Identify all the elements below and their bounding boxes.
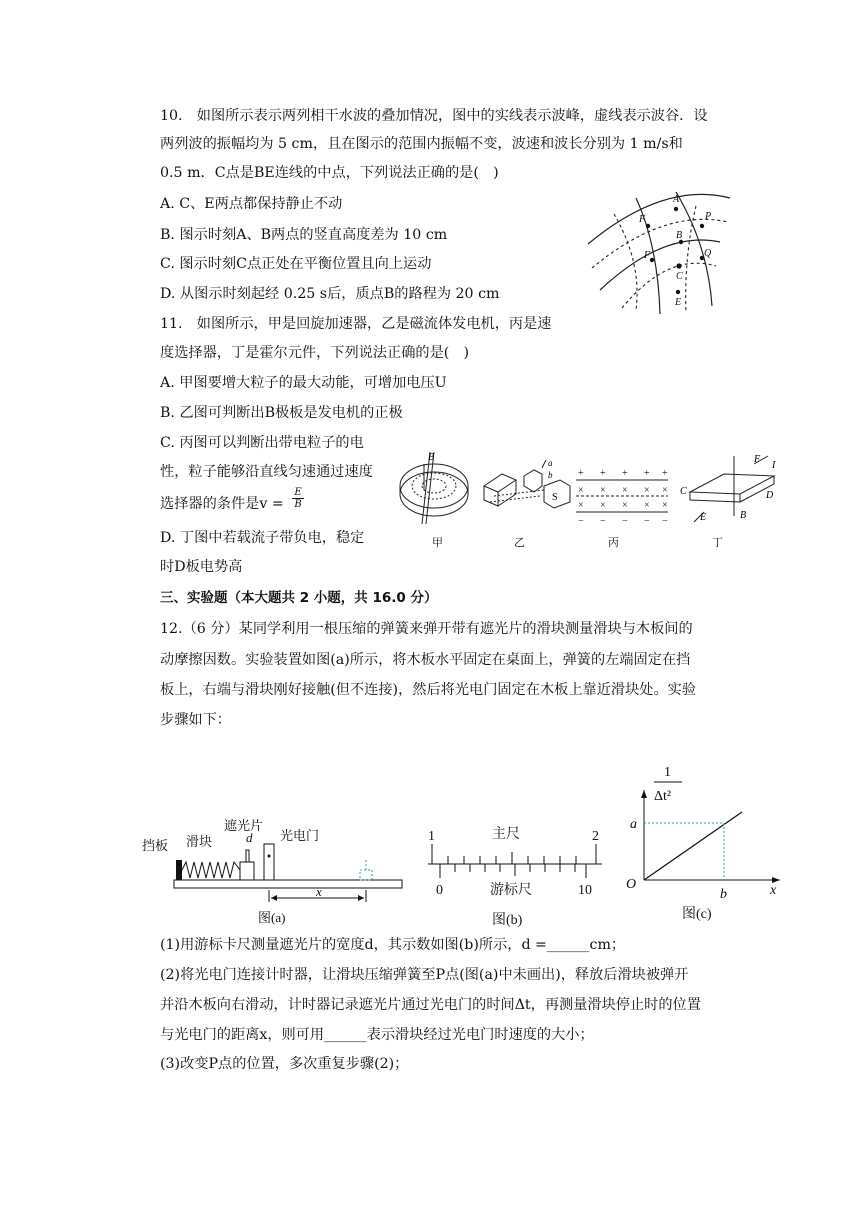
svg-text:×: × bbox=[600, 500, 606, 511]
shade-label: 遮光片 bbox=[224, 818, 264, 833]
svg-text:−: − bbox=[644, 516, 650, 527]
section-heading: 三、实验题（本大题共 2 小题，共 16.0 分） bbox=[160, 590, 438, 606]
svg-text:×: × bbox=[622, 485, 628, 496]
svg-text:×: × bbox=[600, 485, 606, 496]
q11-figures bbox=[394, 446, 794, 556]
svg-text:−: − bbox=[600, 516, 606, 527]
q12-line-2: 动摩擦因数。实验装置如图(a)所示，将木板水平固定在桌面上，弹簧的左端固定在挡 bbox=[160, 652, 691, 668]
hall-d-label: D bbox=[766, 490, 774, 501]
label-a-value: a bbox=[630, 817, 637, 832]
q12-line-4: 步骤如下： bbox=[160, 712, 231, 728]
hall-e-label: E bbox=[700, 512, 707, 523]
svg-text:+: + bbox=[662, 468, 668, 479]
label-q: Q bbox=[704, 248, 712, 259]
vernier-scale-ticks bbox=[440, 864, 586, 878]
gate-label: 光电门 bbox=[280, 828, 320, 843]
cyclotron-b-label: B bbox=[428, 452, 435, 463]
q11-option-c-line-3: 选择器的条件是v = bbox=[160, 496, 284, 512]
mhd-b-label: b bbox=[548, 470, 553, 480]
hall-b-label: B bbox=[740, 510, 747, 521]
svg-text:−: − bbox=[622, 516, 628, 527]
point-f2 bbox=[650, 258, 654, 262]
svg-text:×: × bbox=[662, 485, 668, 496]
svg-text:×: × bbox=[644, 500, 650, 511]
figure-a-apparatus bbox=[140, 810, 410, 930]
svg-text:×: × bbox=[622, 500, 628, 511]
point-p bbox=[700, 224, 704, 228]
svg-text:乙: 乙 bbox=[514, 537, 525, 549]
svg-text:丁: 丁 bbox=[712, 537, 723, 549]
svg-text:甲: 甲 bbox=[432, 537, 443, 549]
vernier-tick-10: 10 bbox=[578, 883, 592, 898]
formula-denominator: B bbox=[294, 499, 302, 510]
trough-line-1 bbox=[592, 219, 728, 268]
q11-option-d-line-1: D. 丁图中若载流子带负电，稳定 bbox=[160, 530, 365, 546]
main-tick-1: 1 bbox=[428, 829, 435, 844]
caption-b: 图(b) bbox=[492, 913, 523, 928]
hall-f-label: F bbox=[754, 454, 761, 465]
svg-text:+: + bbox=[600, 468, 606, 479]
main-scale-label: 主尺 bbox=[492, 827, 520, 842]
q11-option-b: B. 乙图可判断出B极板是发电机的正极 bbox=[160, 405, 403, 421]
slider-stop-position bbox=[360, 870, 372, 880]
mhd-a-label: a bbox=[548, 458, 553, 468]
mhd-s-label: S bbox=[552, 492, 558, 503]
origin-label: O bbox=[626, 877, 637, 892]
x-label: x bbox=[316, 884, 322, 899]
q12-step-3: (3)改变P点的位置，多次重复步骤(2)； bbox=[160, 1056, 409, 1072]
svg-text:+: + bbox=[644, 468, 650, 479]
q10-option-b: B. 图示时刻A、B两点的竖直高度差为 10 cm bbox=[160, 227, 448, 243]
d-label: d bbox=[246, 830, 253, 845]
baffle-label: 挡板 bbox=[142, 838, 169, 853]
y-numerator: 1 bbox=[664, 765, 671, 780]
hall-c-label: C bbox=[680, 486, 687, 497]
q12-line-3: 板上，右端与滑块刚好接触(但不连接)，然后将光电门固定在木板上靠近滑块处。实验 bbox=[160, 682, 697, 698]
label-e: E bbox=[675, 297, 682, 308]
label-a: A bbox=[673, 194, 680, 205]
q12-line-1: 12.（6 分）某同学利用一根压缩的弹簧来弹开带有遮光片的滑块测量滑块与木板间的 bbox=[160, 621, 693, 637]
figure-c-graph bbox=[620, 760, 790, 930]
label-b: B bbox=[676, 230, 683, 241]
svg-text:+: + bbox=[578, 468, 584, 479]
svg-text:×: × bbox=[644, 485, 650, 496]
q10-option-d: D. 从图示时刻起经 0.25 s后，质点B的路程为 20 cm bbox=[160, 286, 500, 302]
spring bbox=[182, 862, 240, 878]
svg-text:×: × bbox=[578, 500, 584, 511]
point-e bbox=[676, 290, 680, 294]
velocity-formula bbox=[292, 487, 304, 510]
svg-text:−: − bbox=[578, 516, 584, 527]
photogate bbox=[264, 844, 274, 880]
label-f2: F bbox=[644, 250, 651, 261]
q10-option-a: A. C、E两点都保持静止不动 bbox=[160, 196, 343, 212]
q12-step-2-line-2: 并沿木板向右滑动，计时器记录遮光片通过光电门的时间Δt，再测量滑块停止时的位置 bbox=[160, 997, 701, 1013]
svg-text:+: + bbox=[622, 468, 628, 479]
q10-line-1: 10. 如图所示表示两列相干水波的叠加情况，图中的实线表示波峰，虚线表示波谷．设 bbox=[160, 108, 708, 124]
q11-option-a: A. 甲图要增大粒子的最大动能，可增加电压U bbox=[160, 375, 447, 391]
point-f1 bbox=[646, 224, 650, 228]
figure-b-vernier bbox=[420, 820, 610, 932]
caption-c: 图(c) bbox=[682, 907, 712, 922]
svg-text:×: × bbox=[662, 500, 668, 511]
crest-line-2 bbox=[600, 240, 720, 290]
label-f1: F bbox=[639, 214, 646, 225]
main-tick-2: 2 bbox=[592, 829, 599, 844]
q11-option-d-line-2: 时D板电势高 bbox=[160, 559, 243, 575]
trough-line-2 bbox=[622, 263, 716, 308]
q10-line-2: 两列波的振幅均为 5 cm，且在图示的范围内振幅不变，波速和波长分别为 1 m/s和 bbox=[160, 136, 683, 152]
svg-text:丙: 丙 bbox=[608, 537, 619, 549]
graph-line bbox=[644, 812, 742, 880]
slider bbox=[240, 862, 254, 880]
q12-step-1: (1)用游标卡尺测量遮光片的宽度d，其示数如图(b)所示，d =______cm； bbox=[160, 937, 626, 953]
baffle bbox=[176, 860, 182, 882]
label-p: P bbox=[705, 211, 712, 222]
slider-label: 滑块 bbox=[186, 834, 213, 849]
caption-a: 图(a) bbox=[258, 910, 286, 925]
q11-option-c-line-1: C. 丙图可以判断出带电粒子的电 bbox=[160, 435, 364, 451]
label-c: C bbox=[676, 271, 683, 282]
q11-line-1: 11. 如图所示，甲是回旋加速器，乙是磁流体发电机，丙是速 bbox=[160, 316, 552, 332]
label-b-value: b bbox=[720, 887, 727, 902]
svg-text:−: − bbox=[662, 516, 668, 527]
y-denominator: Δt² bbox=[654, 789, 672, 804]
formula-numerator: E bbox=[292, 487, 304, 499]
svg-text:×: × bbox=[578, 485, 584, 496]
x-axis-label: x bbox=[770, 883, 777, 898]
point-c bbox=[676, 263, 681, 268]
q12-step-2-line-1: (2)将光电门连接计时器，让滑块压缩弹簧至P点(图(a)中未画出)，释放后滑块被弹开 bbox=[160, 967, 689, 983]
shade-plate bbox=[246, 850, 249, 862]
board bbox=[174, 880, 402, 888]
q11-figure-captions bbox=[432, 536, 723, 549]
vernier-scale-label: 游标尺 bbox=[490, 883, 532, 898]
point-a bbox=[674, 207, 678, 211]
hall-i-label: I bbox=[772, 460, 776, 471]
main-scale-ticks bbox=[432, 844, 596, 864]
q10-option-c: C. 图示时刻C点正处在平衡位置且向上运动 bbox=[160, 256, 432, 272]
q11-option-c-line-2: 性，粒子能够沿直线匀速通过速度 bbox=[160, 464, 373, 480]
wave-interference-figure bbox=[584, 186, 734, 318]
q12-step-2-line-3: 与光电门的距离x，则可用______表示滑块经过光电门时速度的大小； bbox=[160, 1027, 594, 1043]
q11-line-2: 度选择器，丁是霍尔元件，下列说法正确的是( ) bbox=[160, 345, 470, 361]
q10-line-3: 0.5 m．C点是BE连线的中点，下列说法正确的是( ) bbox=[160, 165, 499, 181]
trough-line-3 bbox=[614, 214, 637, 310]
vernier-tick-0: 0 bbox=[436, 883, 443, 898]
selector-signs bbox=[578, 468, 668, 527]
